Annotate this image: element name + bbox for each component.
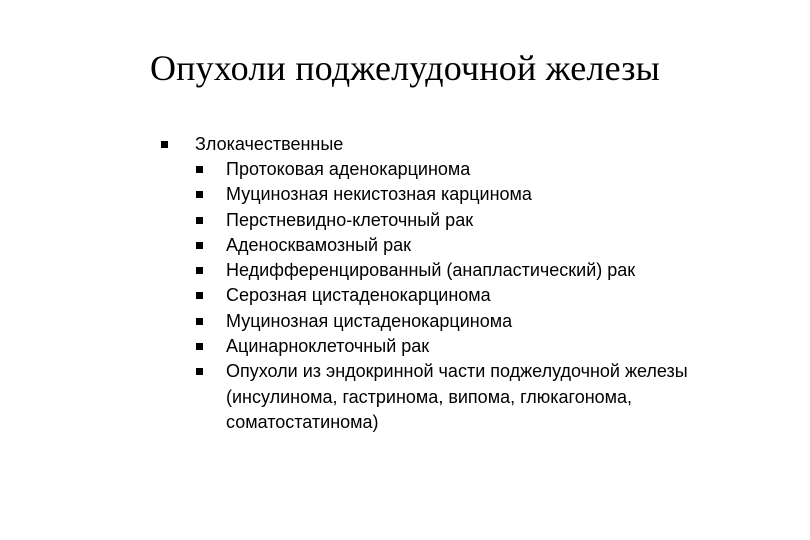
square-bullet-icon xyxy=(196,267,203,274)
square-bullet-icon xyxy=(196,242,203,249)
square-bullet-icon xyxy=(196,217,203,224)
square-bullet-icon xyxy=(196,368,203,375)
sub-list-item-label: Ацинарноклеточный рак xyxy=(226,336,430,357)
sub-list-item-label: Перстневидно-клеточный рак xyxy=(226,209,474,230)
sub-list-item-label: Протоковая аденокарцинома xyxy=(226,159,471,179)
list-item-malignant xyxy=(0,132,810,157)
slide-title: Опухоли поджелудочной железы xyxy=(149,48,661,88)
square-bullet-icon xyxy=(196,343,203,350)
sub-list-item-label: Муцинозная некистозная карцинома xyxy=(226,184,532,205)
square-bullet-icon xyxy=(161,141,168,148)
square-bullet-icon xyxy=(196,292,203,299)
sub-list-item xyxy=(0,309,810,334)
list-item-label: Злокачественные xyxy=(195,134,344,154)
sub-list-item-label: Серозная цистаденокарцинома xyxy=(226,285,491,306)
square-bullet-icon xyxy=(196,191,203,198)
sub-list-item-label: Муцинозная цистаденокарцинома xyxy=(226,310,513,331)
sub-list-item-label: Недифференцированный (анапластический) рак xyxy=(226,260,636,281)
square-bullet-icon xyxy=(196,318,203,325)
sub-list-item xyxy=(0,258,810,283)
sub-list-item xyxy=(0,283,810,308)
sub-list-item xyxy=(0,157,810,182)
sub-list-item xyxy=(0,334,810,359)
square-bullet-icon xyxy=(196,166,203,173)
sub-list-item-label: Аденосквамозный рак xyxy=(226,234,411,255)
sub-list-item xyxy=(0,359,810,435)
sub-list-item-label: Опухоли из эндокринной части поджелудочной железы (инсулинома, гастринома, випома, глюкагонома, соматостатинома) xyxy=(226,361,688,432)
sub-list xyxy=(0,157,810,435)
sub-list-item xyxy=(0,208,810,233)
sub-list-item xyxy=(0,233,810,258)
sub-list-item xyxy=(0,182,810,207)
bullet-list xyxy=(0,132,810,435)
